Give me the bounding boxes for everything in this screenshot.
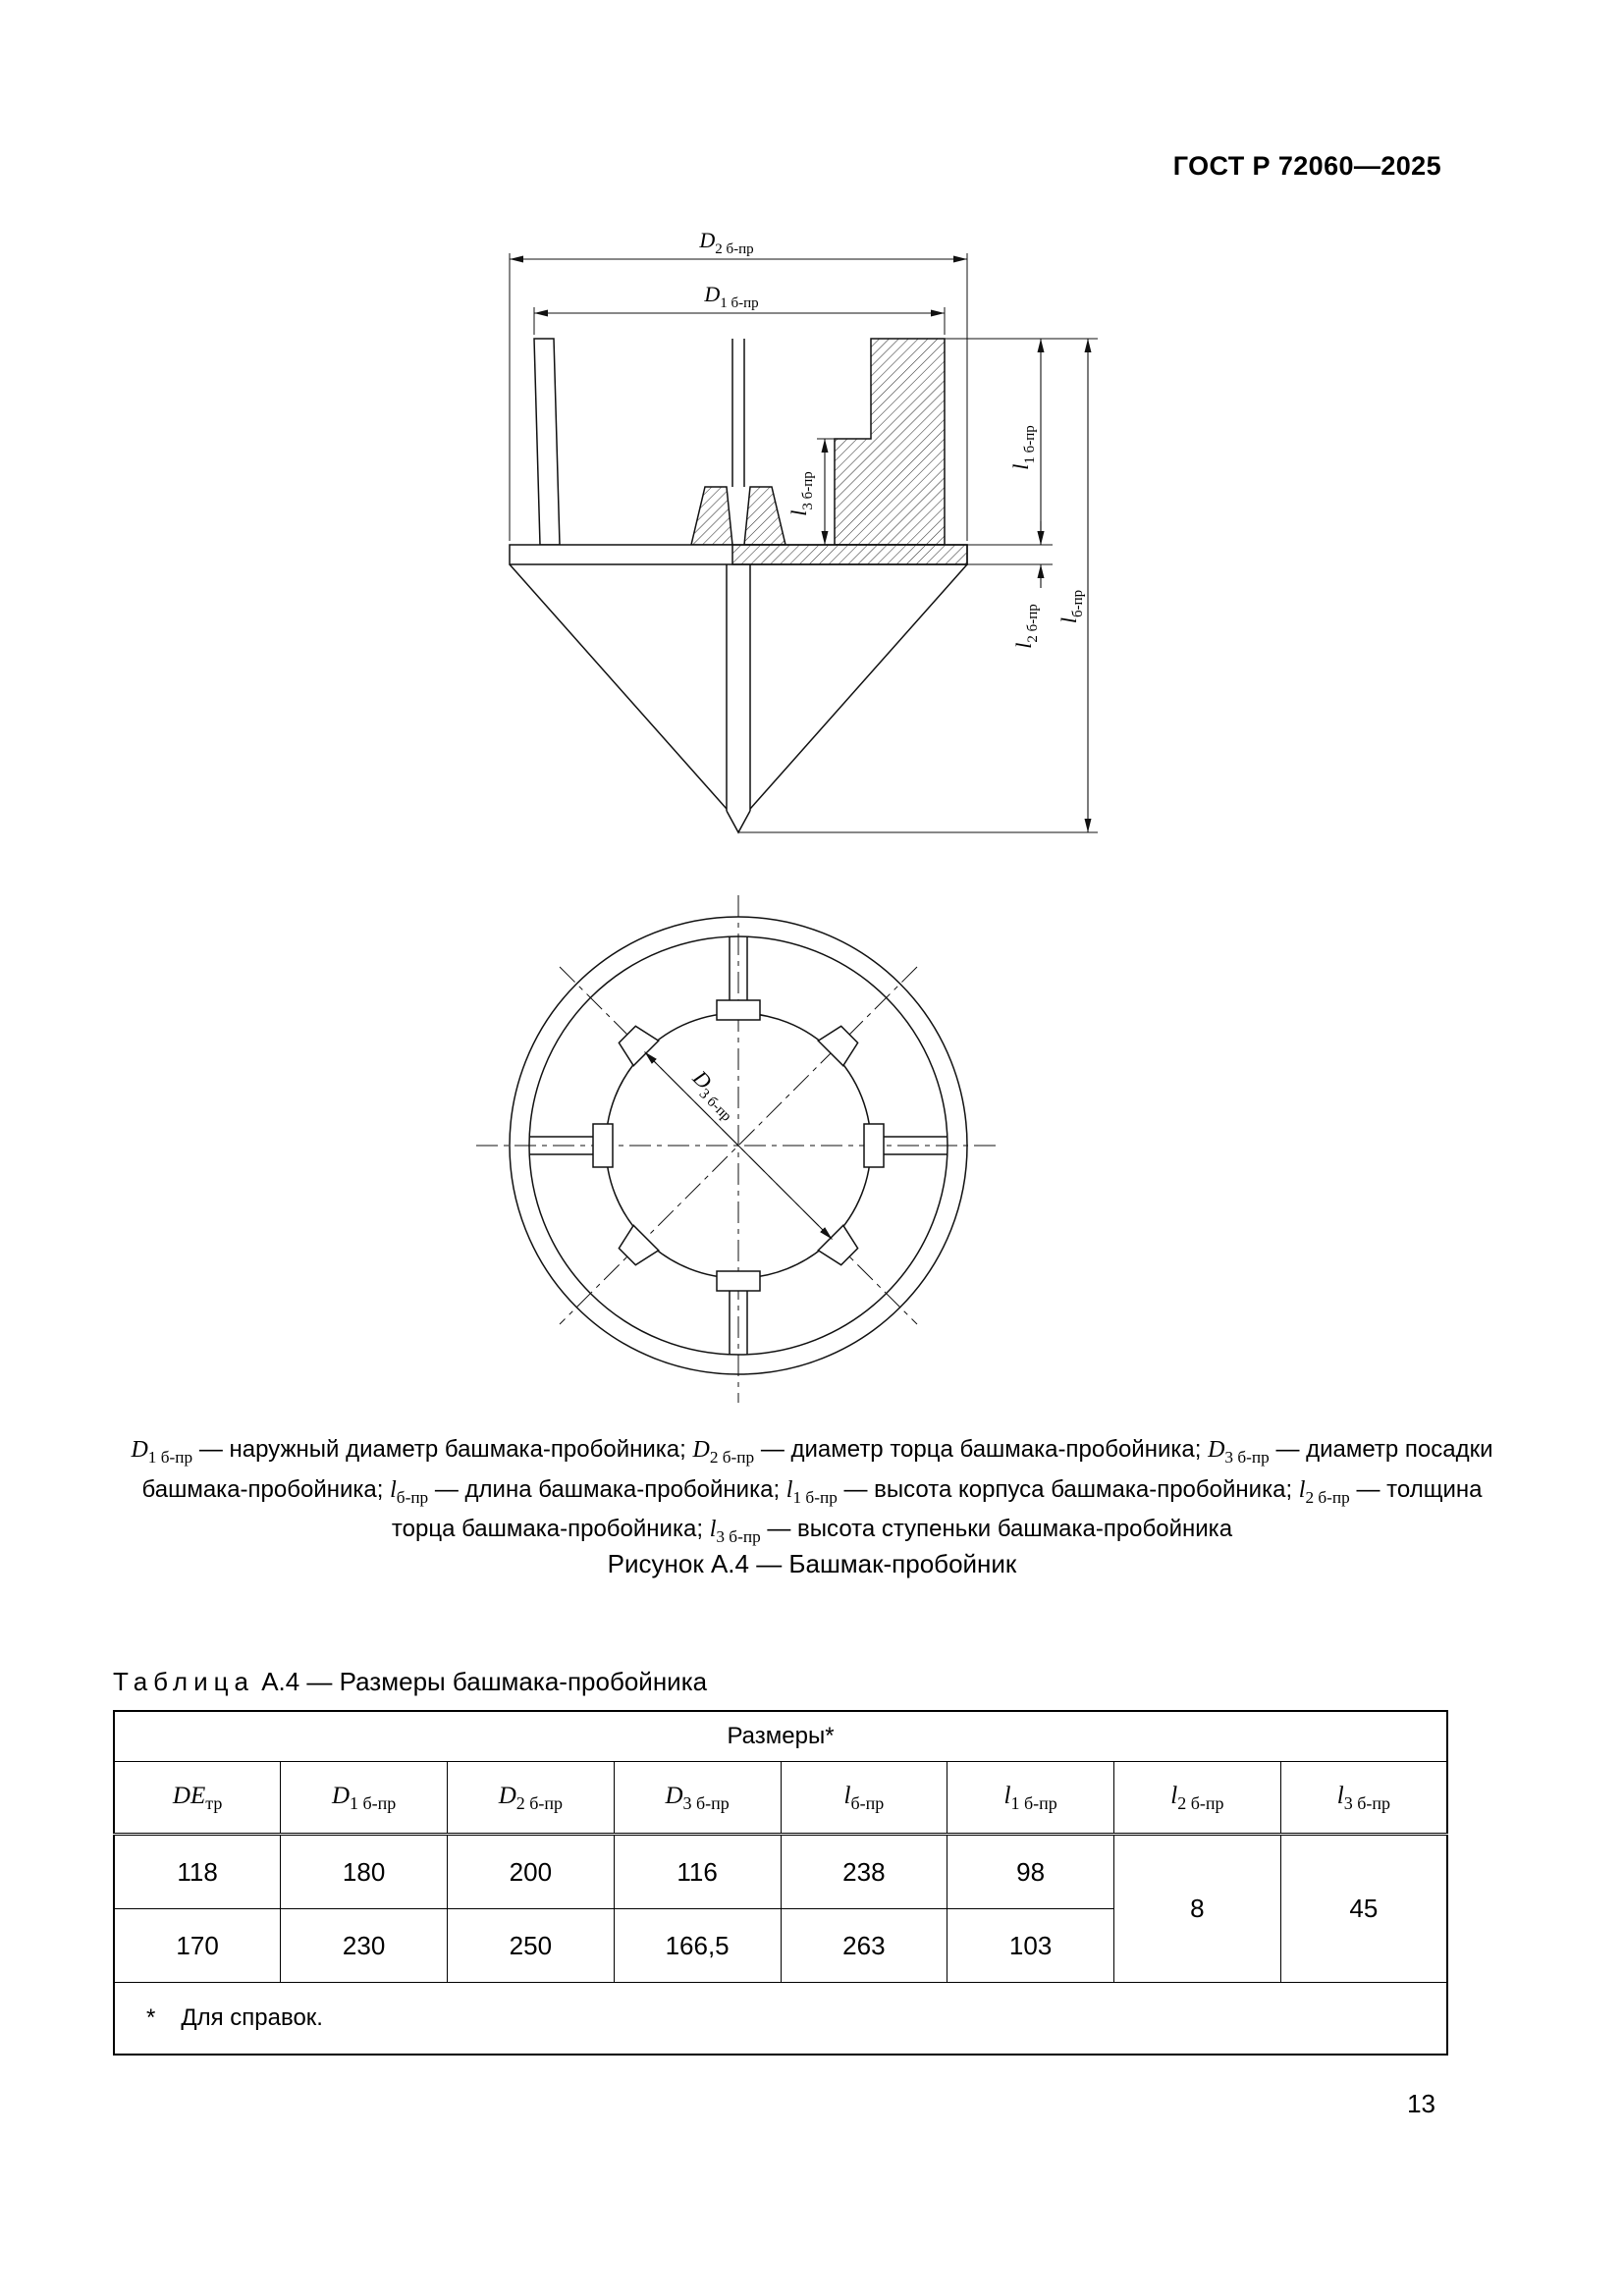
dimensions-table xyxy=(113,1710,1448,2056)
legend-dim-var: D xyxy=(692,1437,710,1463)
section-body xyxy=(510,339,967,832)
dim-label-d3: $D_{3 б-пр}$ xyxy=(687,1065,734,1125)
figure-legend: $D_{1 б-пр}$ — наружный диаметр башмака-пробойника; $D_{2 б-пр}$ — диаметр торца башмака-пробойника; $D_{3 б-пр}$ — диаметр посадки башмака-пробойника; $l_{б-пр}$ — длина башмака-пробойника; $l_{1 б-пр}$ — высота корпуса башмака-пробойника; $l_{2 б-пр}$ — толщина торца башмака-пробойника; $l_{3 б-пр}$ — высота ступеньки башмака-пробойника xyxy=(131,1436,1493,1546)
table-cell: 118 xyxy=(114,1835,281,1909)
table-cell: 116 xyxy=(614,1835,781,1909)
table-cell: 180 xyxy=(281,1835,448,1909)
table-col-header: $D_{3 б-пр}$ xyxy=(614,1762,781,1835)
table-col-header: $l_{б-пр}$ xyxy=(781,1762,947,1835)
dimension-l1 xyxy=(1008,339,1041,545)
table-cell: 238 xyxy=(781,1835,947,1909)
table-cell: 263 xyxy=(781,1909,947,1983)
legend-dim-var: l xyxy=(1298,1476,1306,1503)
table-cell: 170 xyxy=(114,1909,281,1983)
dim-label-l1: $l_{1 б-пр}$ xyxy=(1008,425,1038,470)
table-col-header: $l_{1 б-пр}$ xyxy=(947,1762,1114,1835)
table-span-header: Размеры* xyxy=(114,1711,1447,1762)
dim-label-l: $l_{б-пр}$ xyxy=(1056,589,1086,624)
dimension-l3 xyxy=(786,439,835,545)
table-cell-merged-l2: 8 xyxy=(1114,1835,1281,1983)
figure-top-view xyxy=(461,868,1026,1442)
table-col-header: $l_{2 б-пр}$ xyxy=(1114,1762,1281,1835)
table-col-header: $D_{1 б-пр}$ xyxy=(281,1762,448,1835)
table-title-rest: А.4 — Размеры башмака-пробойника xyxy=(261,1667,708,1696)
center-lines xyxy=(476,895,1001,1403)
figure-section-view xyxy=(442,222,1129,870)
table-footnote-row xyxy=(114,1983,1447,2056)
footnote-text: Для справок. xyxy=(181,2004,323,2031)
figure-caption: Рисунок А.4 — Башмак-пробойник xyxy=(607,1549,1017,1578)
legend-dim-var: l xyxy=(709,1517,717,1543)
table-col-header: $DE_{тр}$ xyxy=(114,1762,281,1835)
dim-label-d1: $D_{1 б-пр}$ xyxy=(704,282,759,311)
dim-label-l2: $l_{2 б-пр}$ xyxy=(1011,604,1041,649)
footnote-marker: * xyxy=(146,2004,156,2031)
table-col-header: $l_{3 б-пр}$ xyxy=(1280,1762,1447,1835)
dim-label-d2: $D_{2 б-пр}$ xyxy=(699,228,754,257)
document-header: ГОСТ Р 72060—2025 xyxy=(1172,151,1441,181)
table-cell: 103 xyxy=(947,1909,1114,1983)
table-cell: 230 xyxy=(281,1909,448,1983)
legend-dim-var: D xyxy=(1208,1437,1225,1463)
dimension-l2 xyxy=(1011,521,1041,649)
dimension-l xyxy=(1056,339,1088,832)
table-cell: 200 xyxy=(448,1835,615,1909)
dim-label-l3: $l_{3 б-пр}$ xyxy=(786,471,816,516)
table-cell: 98 xyxy=(947,1835,1114,1909)
table-col-header: $D_{2 б-пр}$ xyxy=(448,1762,615,1835)
table-title-word: Таблица xyxy=(113,1667,254,1696)
legend-dim-var: D xyxy=(131,1437,148,1463)
legend-dim-var: l xyxy=(785,1476,793,1503)
page-number: 13 xyxy=(1407,2089,1435,2118)
table-title xyxy=(113,1667,707,1697)
table-cell: 166,5 xyxy=(614,1909,781,1983)
table-cell-merged-l3: 45 xyxy=(1280,1835,1447,1983)
dimension-d1 xyxy=(534,282,945,335)
table-footnote xyxy=(114,1983,1447,2056)
table-cell: 250 xyxy=(448,1909,615,1983)
table-row xyxy=(114,1835,1447,1909)
legend-dim-var: l xyxy=(390,1476,397,1503)
